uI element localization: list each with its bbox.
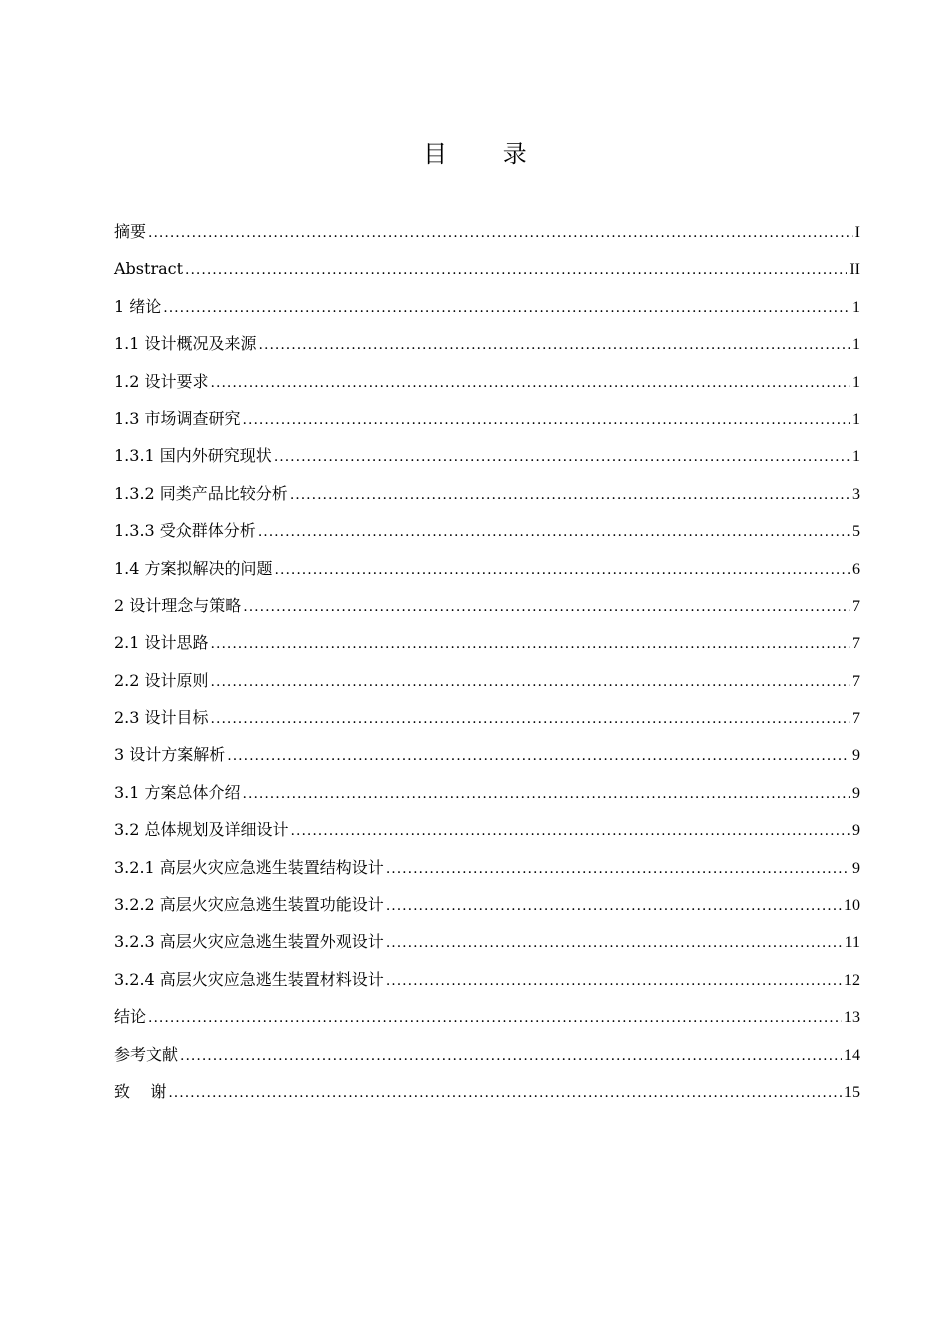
toc-entry-title: 3.1 方案总体介绍 xyxy=(114,782,241,802)
table-of-contents xyxy=(114,213,860,1110)
toc-dot-leader xyxy=(148,215,853,252)
toc-entry-3-2-3[interactable] xyxy=(114,923,860,960)
toc-dot-leader xyxy=(386,851,850,888)
toc-entry-2-3[interactable] xyxy=(114,699,860,736)
toc-entry-1-3-1[interactable] xyxy=(114,437,860,474)
toc-dot-leader xyxy=(258,514,850,551)
toc-entry-title: 1.3 市场调查研究 xyxy=(114,408,241,428)
toc-dot-leader xyxy=(243,402,850,439)
toc-entry-title: 3.2.4 高层火灾应急逃生装置材料设计 xyxy=(114,969,384,989)
toc-entry-1-3-3[interactable] xyxy=(114,512,860,549)
toc-entry-title: 1.2 设计要求 xyxy=(114,371,209,391)
toc-entry-3-2-1[interactable] xyxy=(114,849,860,886)
toc-entry-2-1[interactable] xyxy=(114,624,860,661)
toc-entry-title: 3.2.1 高层火灾应急逃生装置结构设计 xyxy=(114,857,384,877)
toc-entry-title: 1.4 方案拟解决的问题 xyxy=(114,558,273,578)
toc-entry-references[interactable] xyxy=(114,1036,860,1073)
toc-dot-leader xyxy=(163,290,850,327)
toc-dot-leader xyxy=(185,252,847,289)
toc-dot-leader xyxy=(290,477,850,514)
toc-entry-title: 1.3.3 受众群体分析 xyxy=(114,521,256,541)
toc-entry-3-2-4[interactable] xyxy=(114,961,860,998)
toc-entry-1-1[interactable] xyxy=(114,325,860,362)
toc-entry-1-3[interactable] xyxy=(114,400,860,437)
toc-entry-title: 摘要 xyxy=(114,222,147,241)
toc-dot-leader xyxy=(243,776,850,813)
toc-dot-leader xyxy=(386,888,842,925)
toc-page-number: 9 xyxy=(852,784,860,802)
toc-page-number: 1 xyxy=(852,336,860,354)
toc-dot-leader xyxy=(386,963,842,1000)
toc-entry-title: 3 设计方案解析 xyxy=(114,745,226,765)
toc-page-number: 1 xyxy=(852,410,860,428)
toc-page-number: 9 xyxy=(852,747,860,765)
toc-dot-leader xyxy=(148,1000,842,1037)
toc-dot-leader xyxy=(275,552,850,589)
toc-page-number: 9 xyxy=(852,859,860,877)
toc-page-number: 5 xyxy=(852,523,860,541)
toc-entry-title: 2.3 设计目标 xyxy=(114,708,209,728)
toc-entry-title: 致 谢 xyxy=(114,1081,167,1101)
toc-dot-leader xyxy=(291,813,850,850)
toc-entry-2-2[interactable] xyxy=(114,662,860,699)
toc-page-number: 12 xyxy=(844,971,860,989)
toc-entry-acknowledgements[interactable] xyxy=(114,1073,860,1110)
toc-entry-3-2[interactable] xyxy=(114,811,860,848)
toc-entry-title: Abstract xyxy=(114,259,184,279)
toc-entry-title: 1.1 设计概况及来源 xyxy=(114,334,257,354)
toc-entry-title: 2.2 设计原则 xyxy=(114,670,209,690)
toc-entry-1-4[interactable] xyxy=(114,550,860,587)
toc-dot-leader xyxy=(386,925,843,962)
toc-dot-leader xyxy=(168,1075,842,1112)
toc-page-number: 7 xyxy=(852,710,860,728)
toc-entry-title: 2.1 设计思路 xyxy=(114,633,209,653)
toc-dot-leader xyxy=(227,738,850,775)
toc-entry-title: 参考文献 xyxy=(114,1044,179,1064)
toc-page-number: 3 xyxy=(852,485,860,503)
toc-dot-leader xyxy=(211,701,850,738)
toc-page-number: 7 xyxy=(852,635,860,653)
toc-page-number: 10 xyxy=(844,897,860,915)
toc-page-number: 1 xyxy=(852,448,860,466)
toc-dot-leader xyxy=(211,365,850,402)
toc-entry-1[interactable] xyxy=(114,288,860,325)
toc-page-number: 15 xyxy=(844,1083,860,1101)
toc-entry-title: 2 设计理念与策略 xyxy=(114,595,242,615)
toc-entry-3-2-2[interactable] xyxy=(114,886,860,923)
toc-entry-3-1[interactable] xyxy=(114,774,860,811)
toc-entry-title: 1 绪论 xyxy=(114,296,162,316)
toc-dot-leader xyxy=(274,439,850,476)
toc-page-number: 1 xyxy=(852,373,860,391)
toc-page-number: 9 xyxy=(852,822,860,840)
toc-page-number: 1 xyxy=(852,298,860,316)
toc-entry-1-2[interactable] xyxy=(114,363,860,400)
toc-entry-abstract-cn[interactable] xyxy=(114,213,860,250)
toc-dot-leader xyxy=(211,626,850,663)
page-title: 目 录 xyxy=(423,140,551,169)
toc-page-number: 11 xyxy=(844,934,860,952)
toc-entry-title: 结论 xyxy=(114,1007,147,1027)
toc-entry-abstract-en[interactable] xyxy=(114,250,860,287)
toc-page-number: I xyxy=(854,224,860,241)
toc-page-number: 14 xyxy=(844,1046,860,1064)
toc-page-number: 7 xyxy=(852,672,860,690)
toc-entry-2[interactable] xyxy=(114,587,860,624)
toc-entry-title: 1.3.2 同类产品比较分析 xyxy=(114,483,288,503)
toc-entry-title: 3.2.3 高层火灾应急逃生装置外观设计 xyxy=(114,932,384,952)
toc-page-number: 6 xyxy=(852,560,860,578)
toc-entry-1-3-2[interactable] xyxy=(114,475,860,512)
toc-dot-leader xyxy=(211,664,850,701)
toc-dot-leader xyxy=(243,589,850,626)
toc-page-number: 7 xyxy=(852,597,860,615)
toc-entry-title: 1.3.1 国内外研究现状 xyxy=(114,446,272,466)
toc-page-number: 13 xyxy=(844,1009,860,1027)
toc-entry-3[interactable] xyxy=(114,736,860,773)
toc-entry-title: 3.2.2 高层火灾应急逃生装置功能设计 xyxy=(114,895,384,915)
toc-entry-title: 3.2 总体规划及详细设计 xyxy=(114,820,289,840)
toc-entry-conclusion[interactable] xyxy=(114,998,860,1035)
toc-page-number: II xyxy=(849,261,860,279)
toc-dot-leader xyxy=(180,1038,842,1075)
toc-dot-leader xyxy=(259,327,850,364)
